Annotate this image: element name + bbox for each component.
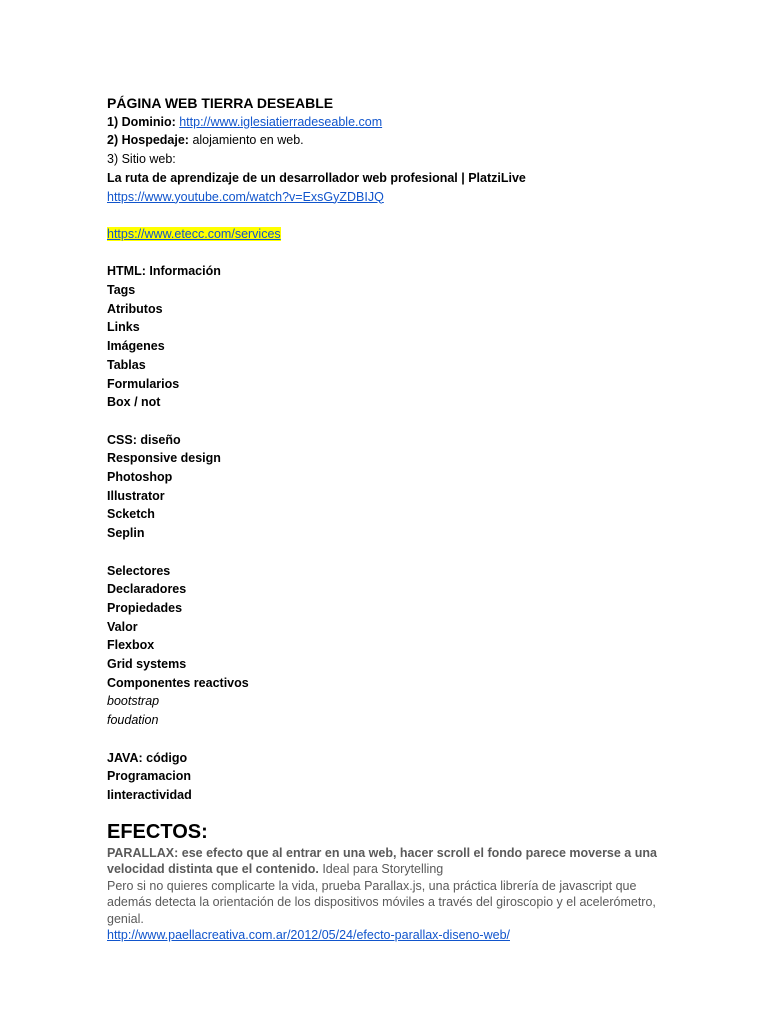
list-item: Flexbox: [107, 638, 155, 653]
list-item: Formularios: [107, 376, 180, 391]
parallax-label: PARALLAX:: [107, 845, 179, 860]
hospedaje-label: 2) Hospedaje:: [107, 133, 189, 148]
java-section-title: JAVA: código: [107, 750, 188, 765]
spacer: [107, 412, 707, 431]
hospedaje-value: alojamiento en web.: [192, 133, 304, 148]
ruta-line: La ruta de aprendizaje de un desarrollador web profesional | PlatziLive: [107, 170, 526, 185]
hospedaje-line: [107, 131, 707, 150]
css-section-title: CSS: diseño: [107, 432, 181, 447]
parallax-definition: ese efecto que al entrar en una web, hacer scroll el fondo parece moverse a una velocidad distinta que el contenido.: [107, 845, 657, 877]
list-item: Valor: [107, 619, 138, 634]
youtube-line: [107, 188, 707, 207]
dominio-line: [107, 113, 707, 132]
document-page: [107, 94, 707, 944]
list-item: Grid systems: [107, 657, 187, 672]
parallax-paragraph: [107, 845, 677, 878]
etecc-line: [107, 225, 707, 244]
list-item: Scketch: [107, 507, 155, 522]
list-item: Tablas: [107, 357, 146, 372]
list-item: Links: [107, 320, 140, 335]
spacer: [107, 543, 707, 562]
sitio-line: 3) Sitio web:: [107, 152, 176, 167]
spacer: [107, 244, 707, 263]
dominio-label: 1) Dominio:: [107, 114, 176, 129]
spacer: [107, 730, 707, 749]
list-item: Declaradores: [107, 582, 187, 597]
list-item: Box / not: [107, 395, 161, 410]
parallax-article-link[interactable]: http://www.paellacreativa.com.ar/2012/05/24/efecto-parallax-diseno-web/: [107, 928, 510, 943]
parallax-link-line: [107, 927, 677, 944]
list-item: Programacion: [107, 769, 192, 784]
html-section-title: HTML: Información: [107, 264, 221, 279]
list-item-italic: bootstrap: [107, 694, 160, 709]
parallax-tail: Ideal para Storytelling: [322, 862, 444, 877]
list-item: Responsive design: [107, 451, 221, 466]
list-item: Propiedades: [107, 600, 183, 615]
list-item: Selectores: [107, 563, 171, 578]
dominio-link[interactable]: http://www.iglesiatierradeseable.com: [179, 114, 383, 129]
spacer: [107, 206, 707, 225]
list-item-italic: foudation: [107, 713, 159, 728]
list-item: Componentes reactivos: [107, 675, 249, 690]
list-item: Tags: [107, 283, 136, 297]
page-title: PÁGINA WEB TIERRA DESEABLE: [107, 95, 334, 111]
list-item: Imágenes: [107, 339, 165, 354]
parallax-description: Pero si no quieres complicarte la vida, prueba Parallax.js, una práctica librería de javascript que además detecta la orientación de los dispositivos móviles a través del giroscopio y el acelerómetro, genial.: [107, 878, 656, 926]
youtube-link[interactable]: https://www.youtube.com/watch?v=ExsGyZDBIJQ: [107, 189, 384, 204]
etecc-link[interactable]: https://www.etecc.com/services: [107, 226, 281, 241]
efectos-heading: EFECTOS:: [107, 820, 208, 843]
list-item: Illustrator: [107, 488, 165, 503]
list-item: Atributos: [107, 301, 163, 316]
list-item: Photoshop: [107, 470, 173, 485]
list-item: Seplin: [107, 526, 145, 541]
list-item: Iinteractividad: [107, 787, 192, 802]
